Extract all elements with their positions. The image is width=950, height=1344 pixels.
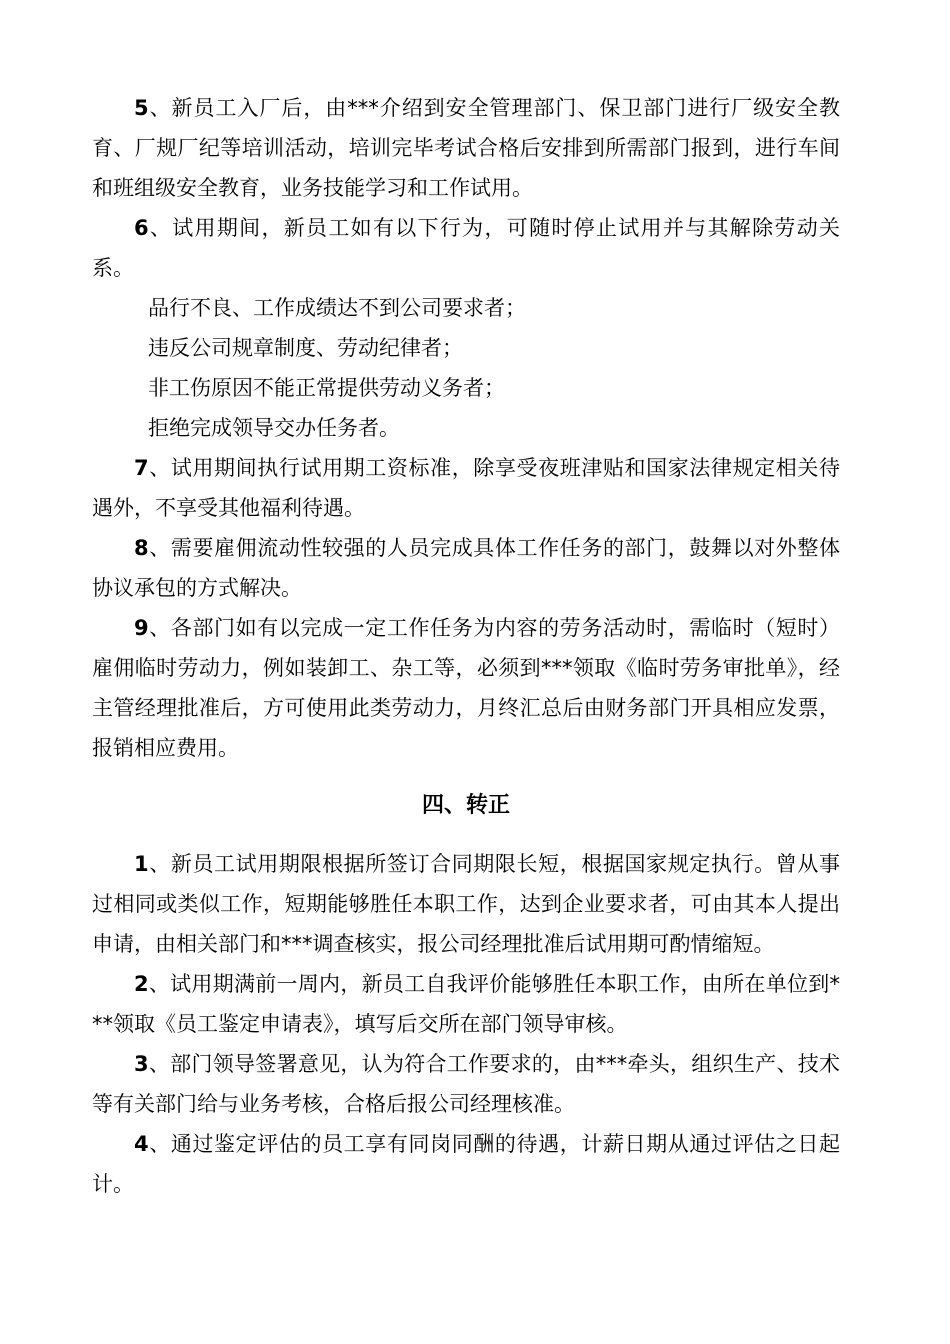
section-heading: 四、转正 xyxy=(421,793,510,818)
paragraph-number: 8 xyxy=(134,536,149,560)
paragraph-text: 、试用期满前一周内，新员工自我评价能够胜任本职工作，由所在单位到***领取《员工鉴定申请表》，填写后交所在部门领导审核。 xyxy=(92,972,840,1036)
paragraph-number: 4 xyxy=(134,1132,149,1156)
paragraph-text: 、部门领导签署意见，认为符合工作要求的，由***牵头，组织生产、技术等有关部门给与业务考核，合格后报公司经理核准。 xyxy=(92,1052,840,1116)
paragraph-number: 7 xyxy=(134,456,149,480)
paragraph-text: 、新员工试用期限根据所签订合同期限长短，根据国家规定执行。曾从事过相同或类似工作，短期能够胜任本职工作，达到企业要求者，可由其本人提出申请，由相关部门和***调查核实，报公司经理批准后试用期可酌情缩短。 xyxy=(92,852,840,956)
paragraph-s4-2 xyxy=(92,964,840,1044)
paragraph-number: 3 xyxy=(134,1052,149,1076)
document-page xyxy=(92,88,840,1204)
paragraph-text: 、试用期间，新员工如有以下行为，可随时停止试用并与其解除劳动关系。 xyxy=(92,216,840,280)
paragraph-text: 、试用期间执行试用期工资标准，除享受夜班津贴和国家法律规定相关待遇外，不享受其他福利待遇。 xyxy=(92,456,840,520)
list-item: 非工伤原因不能正常提供劳动义务者； xyxy=(148,376,505,400)
list-item: 违反公司规章制度、劳动纪律者； xyxy=(148,336,463,360)
paragraph-7 xyxy=(92,448,840,528)
paragraph-text: 、各部门如有以完成一定工作任务为内容的劳务活动时，需临时（短时）雇佣临时劳动力，例如装卸工、杂工等，必须到***领取《临时劳务审批单》，经主管经理批准后，方可使用此类劳动力，月终汇总后由财务部门开具相应发票，报销相应费用。 xyxy=(92,616,840,760)
paragraph-number: 9 xyxy=(134,616,149,640)
paragraph-6 xyxy=(92,208,840,288)
list-item: 品行不良、工作成绩达不到公司要求者； xyxy=(148,296,526,320)
paragraph-text: 、需要雇佣流动性较强的人员完成具体工作任务的部门，鼓舞以对外整体协议承包的方式解决。 xyxy=(92,536,840,600)
paragraph-text: 、新员工入厂后，由***介绍到安全管理部门、保卫部门进行厂级安全教育、厂规厂纪等培训活动，培训完毕考试合格后安排到所需部门报到，进行车间和班组级安全教育，业务技能学习和工作试用。 xyxy=(92,96,840,200)
paragraph-s4-3 xyxy=(92,1044,840,1124)
paragraph-number: 2 xyxy=(134,972,149,996)
paragraph-number: 1 xyxy=(134,852,149,876)
list-item: 拒绝完成领导交办任务者。 xyxy=(148,416,400,440)
paragraph-number: 6 xyxy=(134,216,149,240)
paragraph-s4-4 xyxy=(92,1124,840,1204)
paragraph-8 xyxy=(92,528,840,608)
paragraph-s4-1 xyxy=(92,844,840,964)
paragraph-9 xyxy=(92,608,840,768)
paragraph-text: 、通过鉴定评估的员工享有同岗同酬的待遇，计薪日期从通过评估之日起计。 xyxy=(92,1132,840,1196)
paragraph-5 xyxy=(92,88,840,208)
paragraph-number: 5 xyxy=(134,96,149,120)
